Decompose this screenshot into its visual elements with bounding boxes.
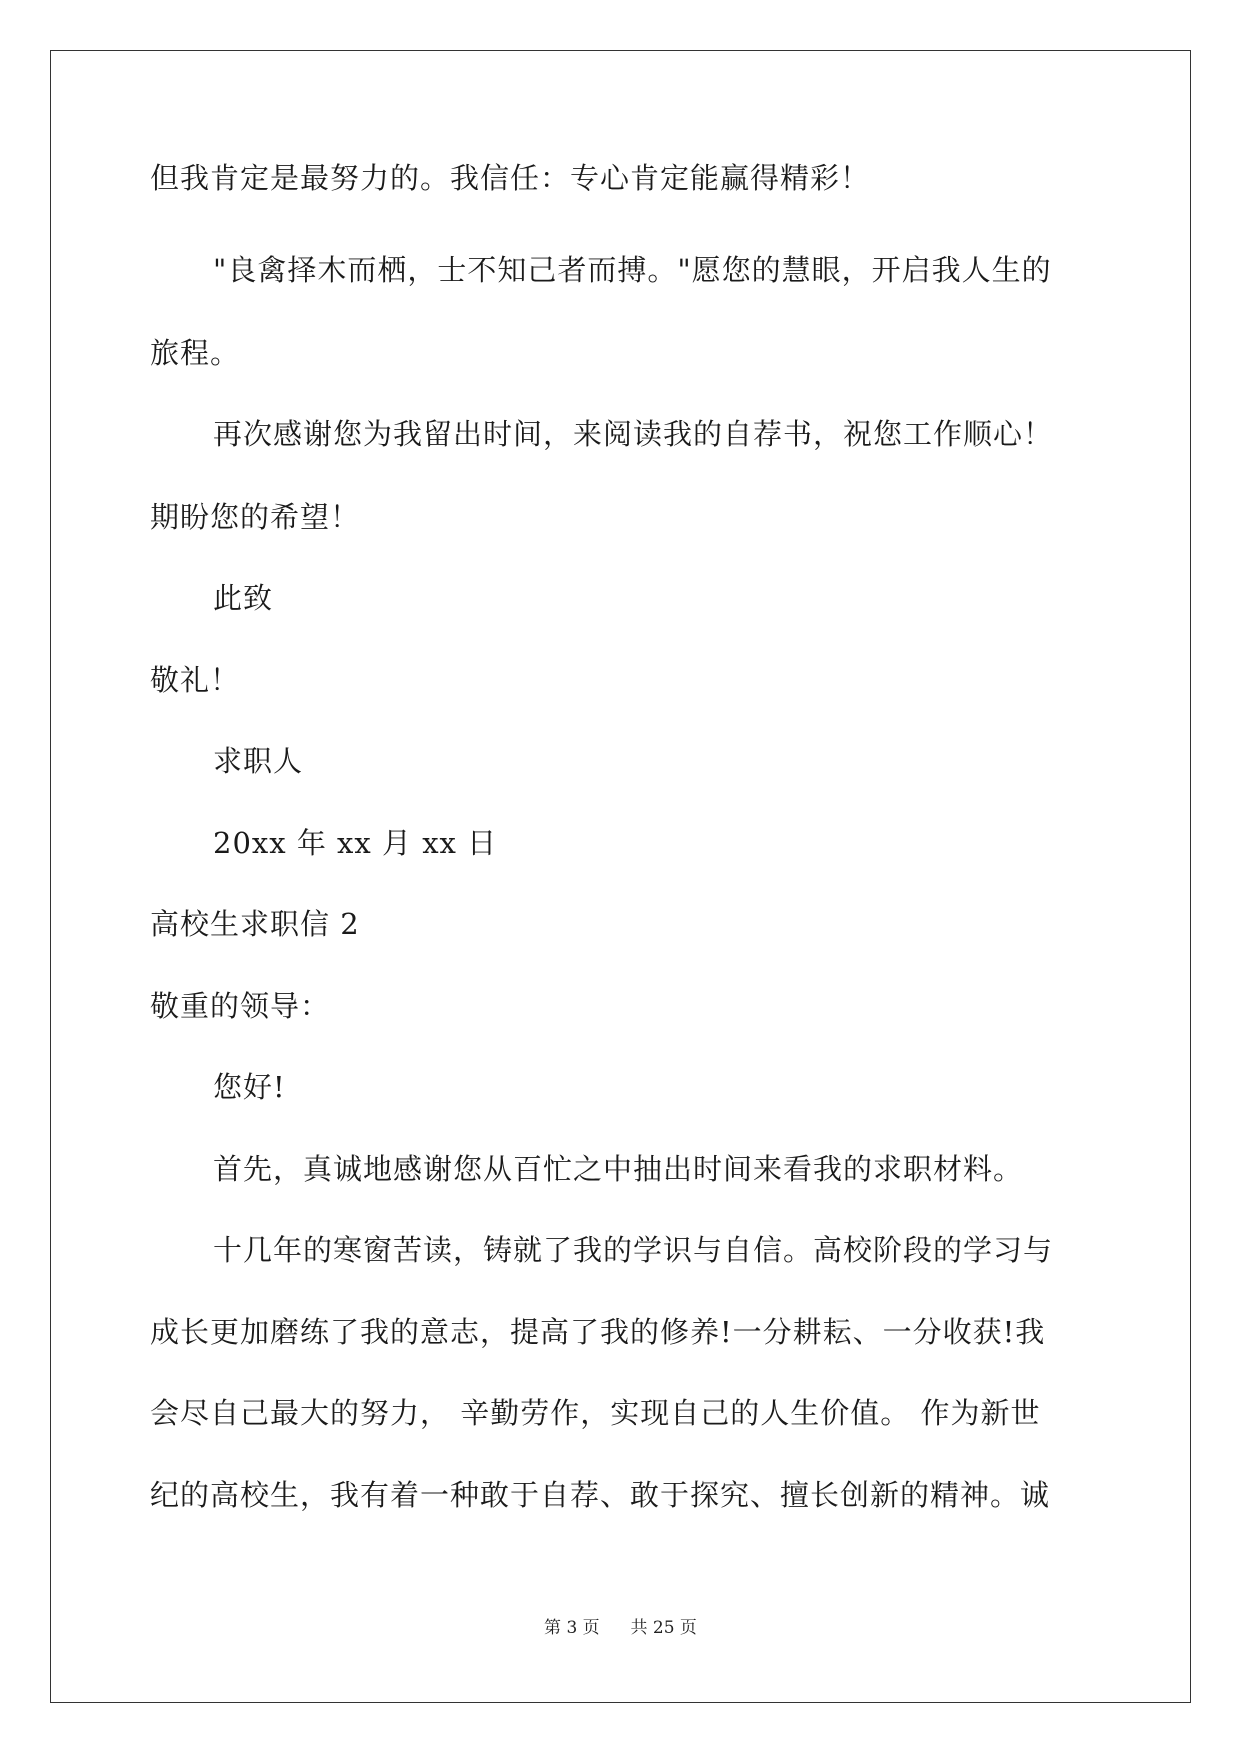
text-line: 纪的高校生，我有着一种敢于自荐、敢于探究、擅长创新的精神。诚 — [150, 1478, 1051, 1512]
text-line: 此致 — [213, 581, 274, 615]
text-line: 十几年的寒窗苦读，铸就了我的学识与自信。高校阶段的学习与 — [213, 1233, 1054, 1267]
text-line: "良禽择木而栖，士不知己者而搏。"愿您的慧眼，开启我人生的 — [213, 253, 1052, 287]
text-line: 求职人 — [213, 744, 304, 778]
text-line: 成长更加磨练了我的意志，提高了我的修养!一分耕耘、一分收获!我 — [150, 1315, 1046, 1349]
text-line: 再次感谢您为我留出时间，来阅读我的自荐书，祝您工作顺心！ — [213, 417, 1054, 451]
page-footer — [0, 1616, 1241, 1640]
text-line: 首先，真诚地感谢您从百忙之中抽出时间来看我的求职材料。 — [213, 1152, 1024, 1186]
date-line: 20xx 年 xx 月 xx 日 — [213, 826, 498, 860]
page-total: 共 25 页 — [630, 1618, 697, 1638]
text-line: 但我肯定是最努力的。我信任：专心肯定能赢得精彩！ — [150, 161, 871, 195]
section-heading: 高校生求职信 2 — [150, 907, 360, 941]
salutation: 敬重的领导： — [150, 989, 331, 1023]
text-line: 敬礼！ — [150, 663, 241, 697]
page-number: 第 3 页 — [544, 1618, 600, 1638]
text-line: 旅程。 — [150, 336, 241, 370]
text-line: 会尽自己最大的努力， 辛勤劳作，实现自己的人生价值。 作为新世 — [150, 1396, 1041, 1430]
page-border — [50, 50, 1191, 1703]
text-line: 期盼您的希望！ — [150, 500, 361, 534]
greeting: 您好! — [213, 1070, 286, 1104]
